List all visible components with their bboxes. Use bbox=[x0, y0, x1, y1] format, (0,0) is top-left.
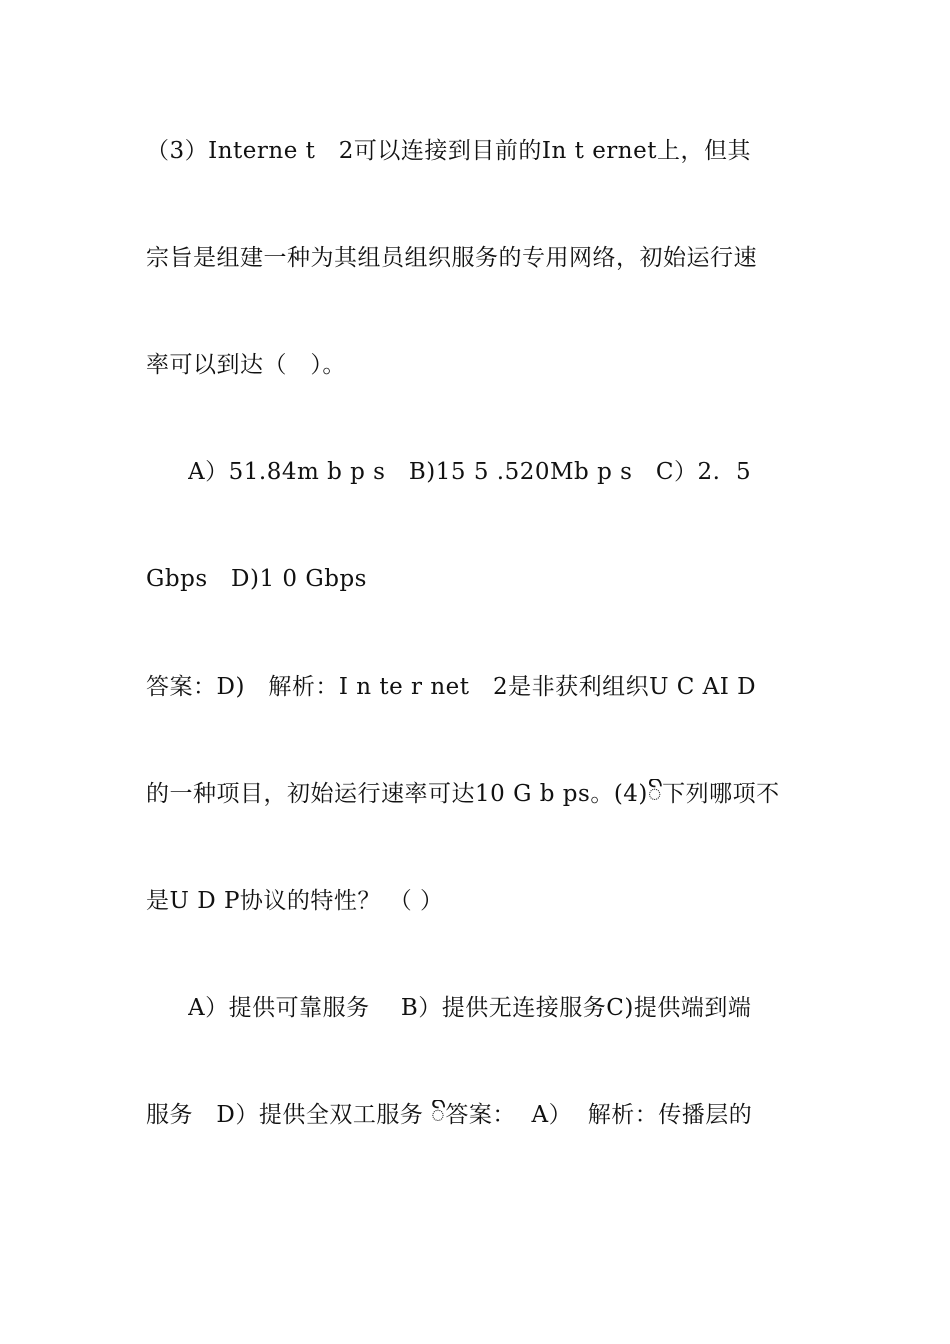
text-line-7: 的一种项目，初始运行速率可达10 G b ps。(4)ꦼ下列哪项不 bbox=[146, 781, 780, 807]
text-line-1: （3）Interne t 2可以连接到目前的In t ernet上，但其 bbox=[146, 138, 751, 164]
text-line-6-answer: 答案：D) 解析：I n te r net 2是非获利组织U C AI D bbox=[146, 674, 757, 700]
text-line-4-options: A）51.84m b p s B)15 5 .520Mb p s C）2. 5 bbox=[188, 459, 752, 485]
text-line-8-question: 是U D P协议的特性？ （ ） bbox=[146, 888, 444, 914]
text-line-3: 率可以到达（ ）。 bbox=[146, 352, 346, 378]
text-line-10-answer: 服务 D）提供全双工服务 ꦼ答案： A） 解析：传播层的 bbox=[146, 1102, 753, 1128]
text-line-5-options: Gbps D)1 0 Gbps bbox=[146, 566, 367, 592]
text-line-9-options: A）提供可靠服务 B）提供无连接服务C)提供端到端 bbox=[188, 995, 752, 1021]
text-line-2: 宗旨是组建一种为其组员组织服务的专用网络，初始运行速 bbox=[146, 245, 757, 271]
